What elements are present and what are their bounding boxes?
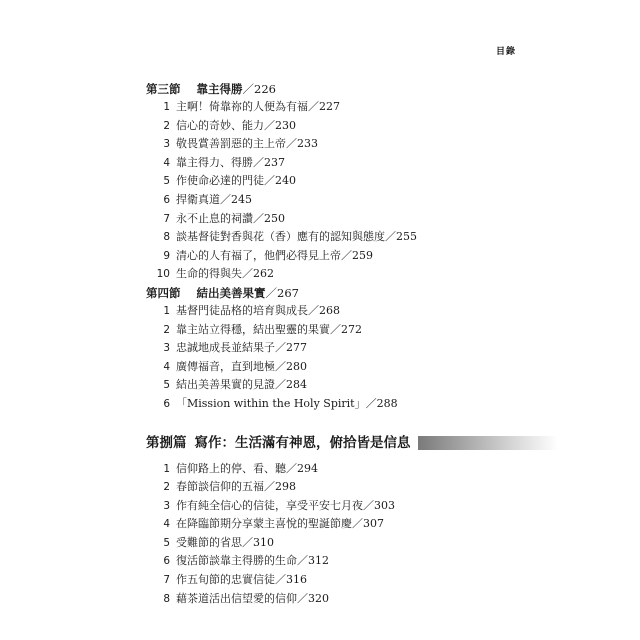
entry-number: 4 [163,360,170,373]
toc-entry [146,376,526,395]
entry-number: 1 [163,101,170,113]
part-heading [146,432,526,454]
section-page: ／267 [265,285,299,300]
entry-text: 在降臨節期分享蒙主喜悅的聖誕節慶／307 [176,517,384,531]
toc-entry [146,478,526,497]
toc-entry [146,515,526,534]
toc-entry [146,534,526,553]
section-heading [146,80,526,98]
toc-entry [146,117,526,136]
entry-number: 7 [163,212,170,225]
entry-text: 藉茶道活出信望愛的信仰／320 [176,591,329,605]
toc-entry [146,247,526,266]
toc-entry [146,302,526,321]
part-heading-bar [418,436,558,450]
entry-number: 8 [163,592,170,605]
entry-number: 5 [163,175,170,188]
toc-entry [146,497,526,516]
entry-text: 主啊！倚靠祢的人便為有福／227 [176,100,340,113]
entry-number: 3 [163,138,170,151]
running-head: 目錄 [495,47,516,57]
toc-entry [146,210,526,229]
entry-number: 6 [163,397,170,410]
entry-number: 6 [163,193,170,206]
part-label: 第捌篇 [146,434,187,451]
entry-number: 7 [163,574,170,587]
entry-text: 靠主得力、得勝／237 [176,155,285,169]
section-label: 第四節 [146,285,181,300]
entry-text: 結出美善果實的見證／284 [176,378,307,392]
entry-text: 靠主站立得穩，結出聖靈的果實／272 [176,322,362,336]
entry-number: 2 [163,323,170,336]
entry-text: 復活節談靠主得勝的生命／312 [176,554,329,568]
entry-number: 4 [163,156,170,169]
entry-text: 信心的奇妙、能力／230 [176,118,296,132]
entry-text: 廣傳福音，直到地極／280 [176,359,307,373]
toc-entry [146,358,526,377]
toc-entry [146,265,526,284]
section-heading [146,284,526,302]
entry-number: 3 [163,342,170,355]
toc-entry [146,135,526,154]
toc-entry [146,172,526,191]
toc-entry [146,191,526,210]
part-entries [146,460,526,609]
toc-entry [146,339,526,358]
section-label: 第三節 [146,82,181,96]
toc-entry [146,460,526,479]
section-entries [146,98,526,284]
entry-text: 「Mission within the Holy Spirit」／288 [176,396,398,410]
entry-text: 敬畏賞善罰惡的主上帝／233 [176,137,318,151]
section-entries [146,302,526,414]
section-title: 結出美善果實 [196,285,266,300]
toc-entry [146,321,526,340]
entry-text: 生命的得與失／262 [176,267,274,281]
entry-text: 春節談信仰的五福／298 [176,480,296,494]
toc-entry [146,590,526,609]
entry-number: 3 [163,499,170,512]
entry-text: 作使命必達的門徒／240 [176,174,296,188]
part-title: 寫作：生活滿有神恩，俯拾皆是信息 [194,434,411,451]
entry-number: 1 [163,304,170,317]
toc-entry [146,395,526,414]
entry-number: 5 [163,379,170,392]
entry-text: 受難節的省思／310 [176,535,274,549]
entry-text: 忠誠地成長並結果子／277 [176,341,307,355]
toc-entry [146,552,526,571]
entry-number: 6 [163,555,170,568]
entry-text: 作五旬節的忠實信徒／316 [176,573,307,587]
entry-number: 8 [163,231,170,244]
entry-number: 10 [156,268,170,281]
section-title: 靠主得勝 [196,82,243,96]
entry-text: 永不止息的祠讚／250 [176,211,285,225]
entry-number: 2 [163,119,170,132]
entry-number: 5 [163,536,170,549]
toc-entry [146,228,526,247]
entry-text: 談基督徒對香與花（香）應有的認知與態度／255 [176,230,417,244]
section-page: ／226 [242,82,276,96]
entry-number: 2 [163,481,170,494]
entry-number: 9 [163,249,170,262]
entry-text: 清心的人有福了，他們必得見上帝／259 [176,248,373,262]
entry-text: 信仰路上的停、看、聽／294 [176,461,318,475]
toc-entry [146,98,526,117]
entry-text: 基督門徒品格的培育與成長／268 [176,303,340,317]
entry-text: 作有純全信心的信徒，享受平安七月夜／303 [176,498,395,512]
entry-text: 捍衛真道／245 [176,192,252,206]
entry-number: 1 [163,462,170,475]
table-of-contents [146,80,526,608]
toc-entry [146,571,526,590]
toc-entry [146,154,526,173]
entry-number: 4 [163,518,170,531]
